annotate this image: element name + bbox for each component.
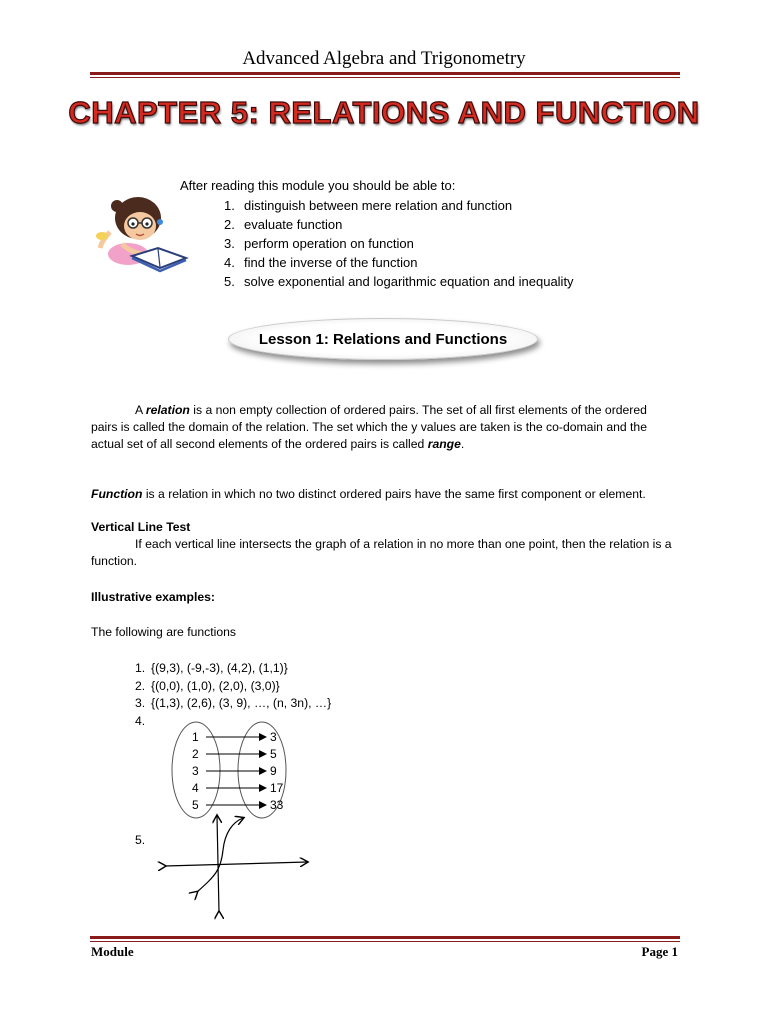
- function-definition: Function is a relation in which no two distinct ordered pairs have the same first component or element.: [91, 487, 646, 501]
- domain-value: 5: [192, 798, 199, 812]
- function-graph: [155, 810, 315, 920]
- lesson-title-banner: [228, 318, 538, 360]
- function-term: Function: [91, 487, 143, 501]
- range-term: range: [427, 437, 461, 451]
- objective-item: 4. find the inverse of the function: [224, 255, 418, 270]
- objectives-list: [224, 196, 574, 291]
- girl-shoe: [96, 232, 108, 240]
- domain-value: 4: [192, 781, 199, 795]
- lesson-title: Lesson 1: Relations and Functions: [258, 330, 508, 348]
- relation-term: relation: [145, 403, 190, 417]
- example-item: 3. {(1,3), (2,6), (3, 9), …, (n, 3n), …}: [135, 696, 332, 710]
- objective-item: 3. perform operation on function: [224, 236, 414, 251]
- domain-value: 1: [192, 730, 199, 744]
- range-value: 5: [270, 747, 277, 761]
- chapter-title: CHAPTER 5: RELATIONS AND FUNCTION: [68, 95, 700, 130]
- domain-value: 3: [192, 764, 199, 778]
- footer-rule-thick: [90, 936, 680, 939]
- range-value: 33: [270, 798, 284, 812]
- footer-rule-thin: [90, 941, 680, 942]
- example-5-number: 5.: [135, 833, 146, 847]
- hair-clip: [157, 219, 163, 225]
- function-curve: [197, 818, 243, 892]
- following-functions-text: The following are functions: [91, 625, 236, 639]
- range-value: 9: [270, 764, 277, 778]
- example-item: 2. {(0,0), (1,0), (2,0), (3,0)}: [135, 678, 280, 693]
- girl-reading-illustration: [92, 192, 192, 288]
- girl-eye-right: [145, 222, 148, 225]
- range-value: 17: [270, 781, 284, 795]
- footer-page-number: Page 1: [641, 944, 678, 959]
- running-header-title: Advanced Algebra and Trigonometry: [242, 48, 526, 69]
- range-value: 3: [270, 730, 277, 744]
- girl-hair-bun: [111, 200, 123, 212]
- vertical-line-test-text: If each vertical line intersects the graph of a relation in no more than one point, then the relation is a function.: [91, 537, 672, 568]
- domain-value: 2: [192, 747, 199, 761]
- objectives-intro: After reading this module you should be able to:: [180, 178, 456, 193]
- vertical-line-test-heading: Vertical Line Test: [91, 520, 191, 534]
- objective-item: 1. distinguish between mere relation and function: [224, 198, 513, 213]
- header-rule-thick: [90, 72, 680, 75]
- footer-module-label: Module: [91, 944, 134, 959]
- example-item: 4.: [135, 713, 146, 728]
- header-rule-thin: [90, 77, 680, 78]
- example-item: 1. {(9,3), (-9,-3), (4,2), (1,1)}: [135, 661, 288, 675]
- objective-item: 2. evaluate function: [224, 217, 343, 232]
- x-axis: [165, 862, 307, 866]
- illustrative-examples-heading: Illustrative examples:: [91, 590, 215, 604]
- relation-definition: A relation is a non empty collection of ordered pairs. The set of all first elements of the ordered pairs is called the domain of the relation. The set which the y values are taken is the co-domain and the actual set of all second elements of the ordered pairs is called range.: [91, 403, 647, 451]
- girl-eye-left: [131, 222, 134, 225]
- objective-item: 5. solve exponential and logarithmic equation and inequality: [224, 274, 574, 289]
- mapping-diagram: [166, 720, 296, 824]
